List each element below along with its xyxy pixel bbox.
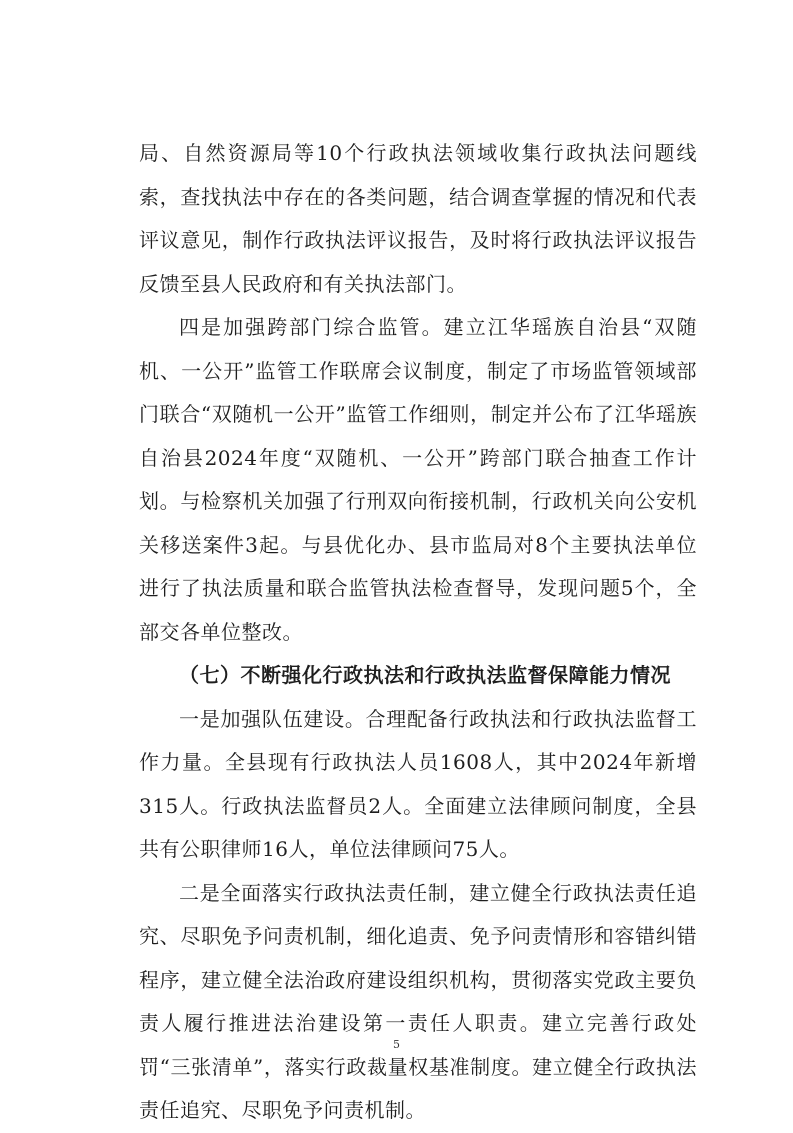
paragraph-cross-department-supervision: 四是加强跨部门综合监管。建立江华瑶族自治县“双随机、一公开”监管工作联席会议制度，制定了市场监管领域部门联合“双随机一公开”监管工作细则，制定并公布了江华瑶族自治县2024年度“双随机、一公开”跨部门联合抽查工作计划。与检察机关加强了行刑双向衔接机制，行政机关向公安机关移送案件3起。与县优化办、县市监局对8个主要执法单位进行了执法质量和联合监管执法检查督导，发现问题5个，全部交各单位整改。 (139, 315, 697, 644)
paragraph-team-building: 一是加强队伍建设。合理配备行政执法和行政执法监督工作力量。全县现有行政执法人员1608人，其中2024年新增315人。行政执法监督员2人。全面建立法律顾问制度，全县共有公职律师16人，单位法律顾问75人。 (139, 706, 697, 861)
section-heading-7: （七）不断强化行政执法和行政执法监督保障能力情况 (179, 663, 671, 687)
document-body (139, 132, 697, 1133)
page-number: 5 (393, 1038, 400, 1051)
paragraph-responsibility-system: 二是全面落实行政执法责任制，建立健全行政执法责任追究、尽职免予问责机制，细化追责、免予问责情形和容错纠错程序，建立健全法治政府建设组织机构，贯彻落实党政主要负责人履行推进法治建设第一责任人职责。建立完善行政处罚“三张清单”，落实行政裁量权基准制度。建立健全行政执法责任追究、尽职免予问责机制。 (139, 880, 697, 1122)
paragraph-continuation: 局、自然资源局等10个行政执法领域收集行政执法问题线索，查找执法中存在的各类问题，结合调查掌握的情况和代表评议意见，制作行政执法评议报告，及时将行政执法评议报告反馈至县人民政府和有关执法部门。 (139, 141, 697, 296)
